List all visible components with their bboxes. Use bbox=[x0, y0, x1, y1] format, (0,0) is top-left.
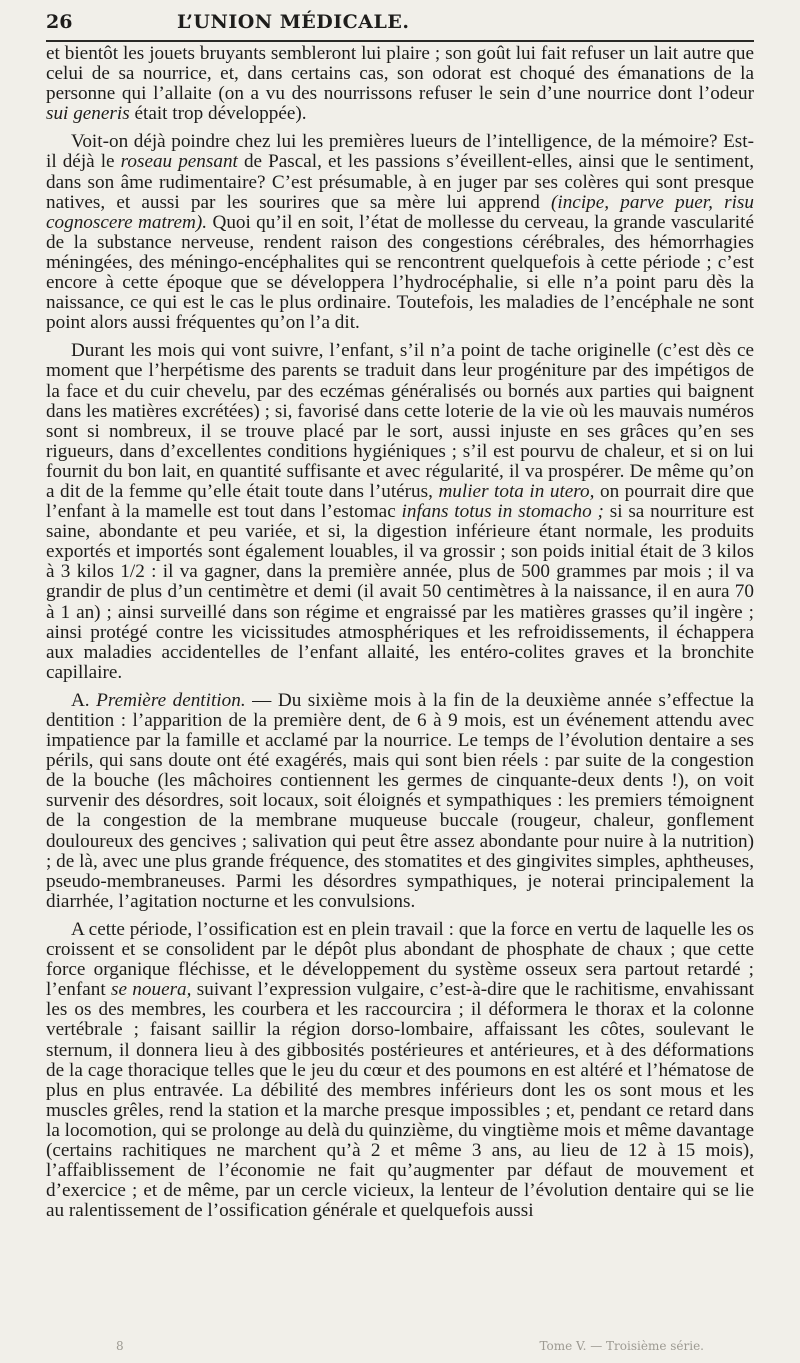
running-title: L’UNION MÉDICALE. bbox=[176, 11, 410, 33]
page-footer bbox=[46, 1339, 754, 1357]
section-heading: Première dentition. bbox=[96, 689, 246, 711]
italic-phrase: se nouera, bbox=[110, 979, 192, 1001]
italic-phrase: sui generis bbox=[46, 103, 130, 125]
page-header bbox=[46, 6, 754, 38]
header-rule bbox=[46, 40, 754, 42]
paragraph-ossification: A cette période, l’ossification est en plein travail : que la force en vertu de laquelle les os croissent et se consolident par le dépôt plus abondant de phosphate de chaux ; que cette force organique fléchisse, et le développement du système osseux sera partout retardé ; l’enfant se nouera, suivant l’expression vulgaire, c’est-à-dire que le rachitisme, envahissant les os des membres, les courbera et les raccourcira ; il déformera le thorax et la colonne vertébrale ; faisant saillir la région dorso-lombaire, affaissant les côtes, soulevant le sternum, il donnera lieu à des gibbosités postérieures et antérieures, et à des déformations de la cage thoracique telles que le jeu du cœur et des poumons en est altéré et l’hématose de plus en plus entravée. La débilité des membres inférieurs dont les os sont mous et les muscles grêles, rend la station et la marche presque impossibles ; et, pendant ce retard dans la locomotion, qui se prolonge au delà du quinzième, du vingtième mois et même davantage (certains rachitiques ne marchent qu’à 2 et même 3 ans, au lieu de 12 à 15 mois), l’affaiblissement de l’économie ne fait qu’augmenter par défaut de mouvement et d’exercice ; et de même, par un cercle vicieux, la lenteur de l’évolution dentaire qui se lie au ralentissement de l’ossification générale et quelquefois aussi bbox=[46, 918, 754, 1222]
latin-quote: (incipe, parve puer, risu cognoscere matrem). bbox=[46, 191, 754, 233]
signature-mark: 8 bbox=[116, 1339, 124, 1353]
paragraph-continuation: et bientôt les jouets bruyants sembleront lui plaire ; son goût lui fait refuser un lait autre que celui de sa nourrice, et, dans certains cas, son odorat est choqué des émanations de la personne qui l’allaite (on a vu des nourrissons refuser le sein d’une nourrice dont l’odeur sui generis était trop développée). bbox=[46, 43, 754, 125]
latin-quote: infans totus in stomacho ; bbox=[401, 501, 604, 523]
latin-quote: mulier tota in utero, bbox=[438, 480, 595, 502]
article-body bbox=[46, 44, 754, 1229]
volume-note: Tome V. — Troisième série. bbox=[539, 1339, 704, 1353]
paragraph-growth: Durant les mois qui vont suivre, l’enfant, s’il n’a point de tache originelle (c’est dès ce moment que l’herpétisme des parents se traduit dans leur progéniture par des impétigos de la face et du cuir chevelu, par des eczémas généralisés ou bornés aux parties qui baignent dans les matières excrétées) ; si, favorisé dans cette loterie de la vie où les mauvais numéros sont si nombreux, il se trouve placé par le sort, aussi injuste en ses grâces qu’en ses rigueurs, dans d’excellentes conditions hygiéniques ; s’il est pourvu de chaleur, et si on lui fournit du bon lait, en quantité suffisante et avec régularité, il va prospérer. De même qu’on a dit de la femme qu’elle était toute dans l’utérus, mulier tota in utero, on pourrait dire que l’enfant à la mamelle est tout dans l’estomac infans totus in stomacho ; si sa nourriture est saine, abondante et peu variée, et si, la digestion inférieure étant normale, les produits exportés et importés sont également louables, il va grossir ; son poids initial était de 3 kilos à 3 kilos 1/2 : il va gagner, dans la première année, plus de 500 grammes par mois ; il va grandir de plus d’un centimètre et demi (il avait 50 centimètres à la naissance, il en aura 70 à 1 an) ; ainsi surveillé dans son régime et engraissé par les matières grasses qu’il ingère ; ainsi protégé contre les vicissitudes atmosphériques et les refroidissements, il échappera aux maladies accidentelles de l’enfant allaité, les entéro-colites graves et la bronchite capillaire. bbox=[46, 340, 754, 683]
paragraph-dentition: A. Première dentition. — Du sixième mois à la fin de la deuxième année s’effectue la dentition : l’apparition de la première dent, de 6 à 9 mois, est un événement attendu avec impatience par la famille et acclamé par la nourrice. Le temps de l’évolution dentaire a ses périls, qui sans doute ont été exagérés, mais qui sont bien réels : par suite de la congestion de la bouche (les mâchoires contiennent les germes de cinquante-deux dents !), on voit survenir des désordres, soit locaux, soit éloignés et sympathiques : les premiers témoignent de la congestion de la membrane muqueuse buccale (rougeur, chaleur, gonflement douloureux des gencives ; salivation qui peut être assez abondante pour nuire à la nutrition) ; de là, avec une plus grande fréquence, des stomatites et des gingivites simples, aphtheuses, pseudo-membraneuses. Parmi les désordres sympathiques, je noterai principalement la diarrhée, l’agitation nocturne et les convulsions. bbox=[46, 689, 755, 912]
italic-phrase: roseau pensant bbox=[120, 151, 238, 173]
page-number: 26 bbox=[46, 11, 73, 33]
paragraph-intelligence: Voit-on déjà poindre chez lui les premières lueurs de l’intelligence, de la mémoire? Est-il déjà le roseau pensant de Pascal, et les passions s’éveillent-elles, ainsi que le sentiment, dans son âme rudimentaire? C’est présumable, à en juger par ses colères qui sont presque natives, et aussi par les sourires que sa mère lui apprend (incipe, parve puer, risu cognoscere matrem). Quoi qu’il en soit, l’état de mollesse du cerveau, la grande vascularité de la substance nerveuse, rendent raison des congestions cérébrales, des hémorrhagies méningées, des méningo-encéphalites qui se rencontrent quelquefois à cette période ; c’est encore à cette époque que se développera l’hydrocéphalie, si elle n’a point paru dès la naissance, ce qui est le cas le plus ordinaire. Toutefois, les maladies de l’encéphale ne sont point alors aussi fréquentes qu’on l’a dit. bbox=[46, 131, 754, 334]
